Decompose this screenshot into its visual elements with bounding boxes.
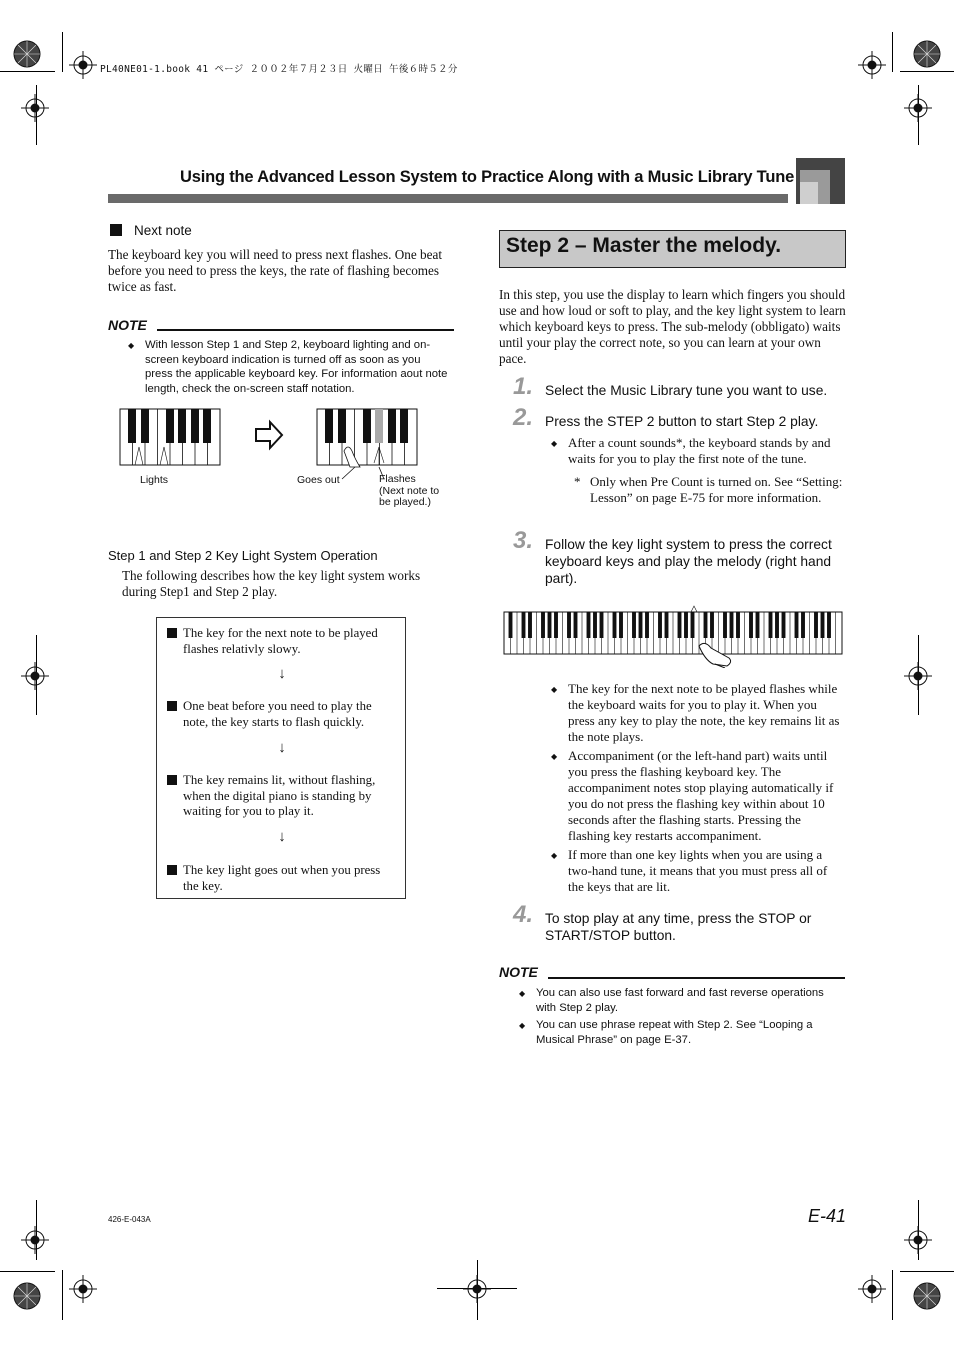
down-arrow-icon: ↓ — [278, 829, 286, 845]
step-number-4: 4. — [513, 901, 534, 928]
keyboard-lights-illustration — [120, 409, 220, 465]
bullet-item: ◆ The key for the next note to be played flashes while the keyboard waits for you to play it. When you press any key to play the note, the key remains lit as the note plays. — [551, 681, 840, 744]
header-tab-graphic — [796, 158, 846, 205]
step-text-1: Select the Music Library tune you want to use. — [545, 383, 828, 398]
step-text-4: To stop play at any time, press the STOP or START/STOP button. — [545, 911, 812, 943]
down-arrow-icon: ↓ — [278, 740, 286, 756]
step-title: Step 2 – Master the melody. — [506, 234, 782, 257]
operation-heading: Step 1 and Step 2 Key Light System Operation — [108, 548, 378, 563]
square-bullet-icon — [167, 775, 177, 785]
diamond-bullet-icon: ◆ — [551, 851, 558, 860]
label-flashes: Flashes (Next note to be played.) — [379, 473, 440, 508]
document-code: 426-E-043A — [108, 1215, 151, 1224]
bullet-item: ◆ Accompaniment (or the left-hand part) waits until you press the flashing keyboard key. The accompaniment notes stop playing automatically if you do not press the flashing key within about 10 seconds after the flashing starts. Pressing the flashing key restarts accompaniment. — [551, 748, 834, 843]
label-lights: Lights — [140, 474, 169, 486]
step-number-1: 1. — [513, 373, 534, 400]
full-keyboard-illustration — [503, 602, 845, 668]
step-intro: In this step, you use the display to learn which fingers you should use and how loud or soft to play, and the key light system to learn which keyboard keys to press. The sub-melody (obbligato) waits until your play the correct note, so you can learn at your own pace. — [499, 287, 846, 366]
section-header-title: Using the Advanced Lesson System to Practice Along with a Music Library Tune — [180, 168, 795, 186]
flow-step: The key remains lit, without flashing, when the digital piano is standing by waiting for you to play it. — [167, 773, 399, 820]
book-info-line: PL40NE01-1.book 41 ページ ２００２年７月２３日 火曜日 午後６時５２分 — [100, 64, 458, 75]
flow-step: The key for the next note to be played flashes relativly slowy. — [167, 626, 399, 657]
note-list-right — [519, 986, 845, 1047]
step-number-2: 2. — [513, 404, 534, 431]
diamond-bullet-icon: ◆ — [519, 1021, 526, 1030]
note-rule-right — [548, 977, 845, 979]
square-bullet-icon — [110, 224, 122, 236]
page-number: E-41 — [808, 1206, 847, 1226]
bullet-item: ◆ If more than one key lights when you are using a two-hand tune, it means that you must press all of the keys that are lit. — [551, 847, 828, 894]
note-heading-left: NOTE — [108, 317, 147, 333]
diamond-bullet-icon: ◆ — [128, 341, 135, 350]
keyboard-flashes-illustration — [317, 409, 417, 479]
flow-step: The key light goes out when you press the key. — [167, 863, 399, 894]
note-heading-right: NOTE — [499, 964, 538, 980]
step3-bullets — [551, 681, 845, 895]
header-bar — [108, 194, 788, 203]
diamond-bullet-icon: ◆ — [519, 989, 526, 998]
arrow-right-icon — [256, 422, 282, 448]
operation-text: The following describes how the key light system works during Step1 and Step 2 play. — [122, 568, 421, 599]
diamond-bullet-icon: ◆ — [551, 439, 558, 448]
step-number-3: 3. — [513, 527, 534, 554]
square-bullet-icon — [167, 701, 177, 711]
note-item: ◆ You can also use fast forward and fast reverse operations with Step 2 play. — [519, 987, 824, 1014]
label-goes-out: Goes out — [297, 474, 340, 486]
step2-bullet: ◆ After a count sounds*, the keyboard stands by and waits for you to play the first note of the tune. — [551, 435, 831, 466]
step-text-2: Press the STEP 2 button to start Step 2 play. — [545, 414, 819, 429]
flow-step: One beat before you need to play the note, the key starts to flash quickly. — [167, 699, 399, 730]
diamond-bullet-icon: ◆ — [551, 685, 558, 694]
square-bullet-icon — [167, 865, 177, 875]
next-note-text: The keyboard key you will need to press next flashes. One beat before you need to press the keys, the rate of flashing becomes twice as fast. — [108, 247, 442, 294]
down-arrow-icon: ↓ — [278, 666, 286, 682]
step2-footnote: * Only when Pre Count is turned on. See “Setting: Lesson” on page E-75 for more information. — [574, 474, 843, 505]
note-item: ◆ With lesson Step 1 and Step 2, keyboard lighting and on-screen keyboard indication is turned off as soon as you press the applicable keyboard key. For information aout note length, check the on-screen staff notation. — [128, 339, 448, 395]
square-bullet-icon — [167, 628, 177, 638]
key-light-flowchart — [156, 617, 406, 899]
step-text-3: Follow the key light system to press the correct keyboard keys and play the melody (right hand part). — [545, 537, 832, 586]
diamond-bullet-icon: ◆ — [551, 752, 558, 761]
note-item: ◆ You can use phrase repeat with Step 2. See “Looping a Musical Phrase” on page E-37. — [519, 1019, 813, 1046]
note-rule-left — [157, 329, 454, 331]
note-list-left — [128, 338, 451, 396]
next-note-heading: Next note — [110, 223, 192, 238]
